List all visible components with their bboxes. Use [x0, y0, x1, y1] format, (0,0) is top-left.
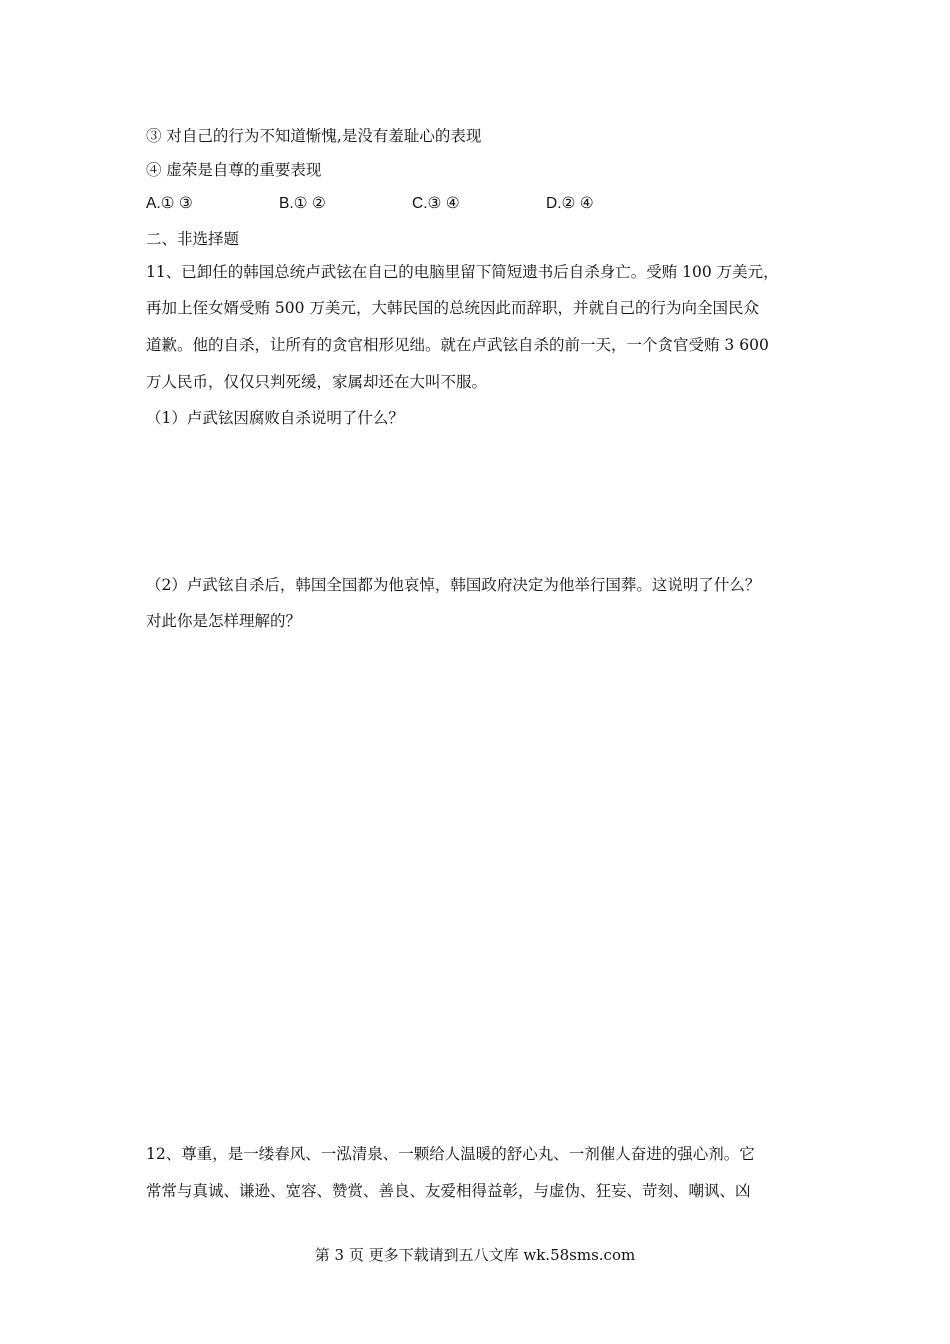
option-d: D.② ④: [546, 195, 594, 212]
option-a: A.① ③: [146, 195, 193, 212]
q12-line-2: 常常与真诚、谦逊、宽容、赞赏、善良、友爱相得益彰，与虚伪、狂妄、苛刻、嘲讽、凶: [146, 1182, 751, 1200]
q11-line-1: 11、已卸任的韩国总统卢武铉在自己的电脑里留下简短遗书后自杀身亡。受贿 100 万美元，: [146, 263, 779, 281]
page-footer: 第 3 页 更多下载请到五八文库 wk.58sms.com: [314, 1246, 636, 1264]
answer-options: [146, 194, 706, 214]
q11-sub-question-2-line-1: （2）卢武铉自杀后，韩国全国都为他哀悼，韩国政府决定为他举行国葬。这说明了什么？: [146, 576, 761, 594]
q11-line-2: 再加上侄女婿受贿 500 万美元，大韩民国的总统因此而辞职，并就自己的行为向全国民众: [146, 299, 759, 317]
statement-4: ④ 虚荣是自尊的重要表现: [146, 161, 322, 179]
q11-line-4: 万人民币，仅仅只判死缓，家属却还在大叫不服。: [146, 373, 488, 391]
statement-3: ③ 对自己的行为不知道惭愧,是没有羞耻心的表现: [146, 127, 482, 145]
option-b: B.① ②: [279, 195, 326, 212]
q11-sub-question-1: （1）卢武铉因腐败自杀说明了什么？: [146, 409, 404, 427]
section-title: 二、非选择题: [146, 230, 240, 248]
q12-line-1: 12、尊重，是一缕春风、一泓清泉、一颗给人温暖的舒心丸、一剂催人奋进的强心剂。它: [146, 1145, 755, 1163]
q11-line-3: 道歉。他的自杀，让所有的贪官相形见绌。就在卢武铉自杀的前一天，一个贪官受贿 3 600: [146, 336, 769, 354]
q11-sub-question-2-line-2: 对此你是怎样理解的？: [146, 612, 302, 630]
option-c: C.③ ④: [412, 195, 460, 212]
